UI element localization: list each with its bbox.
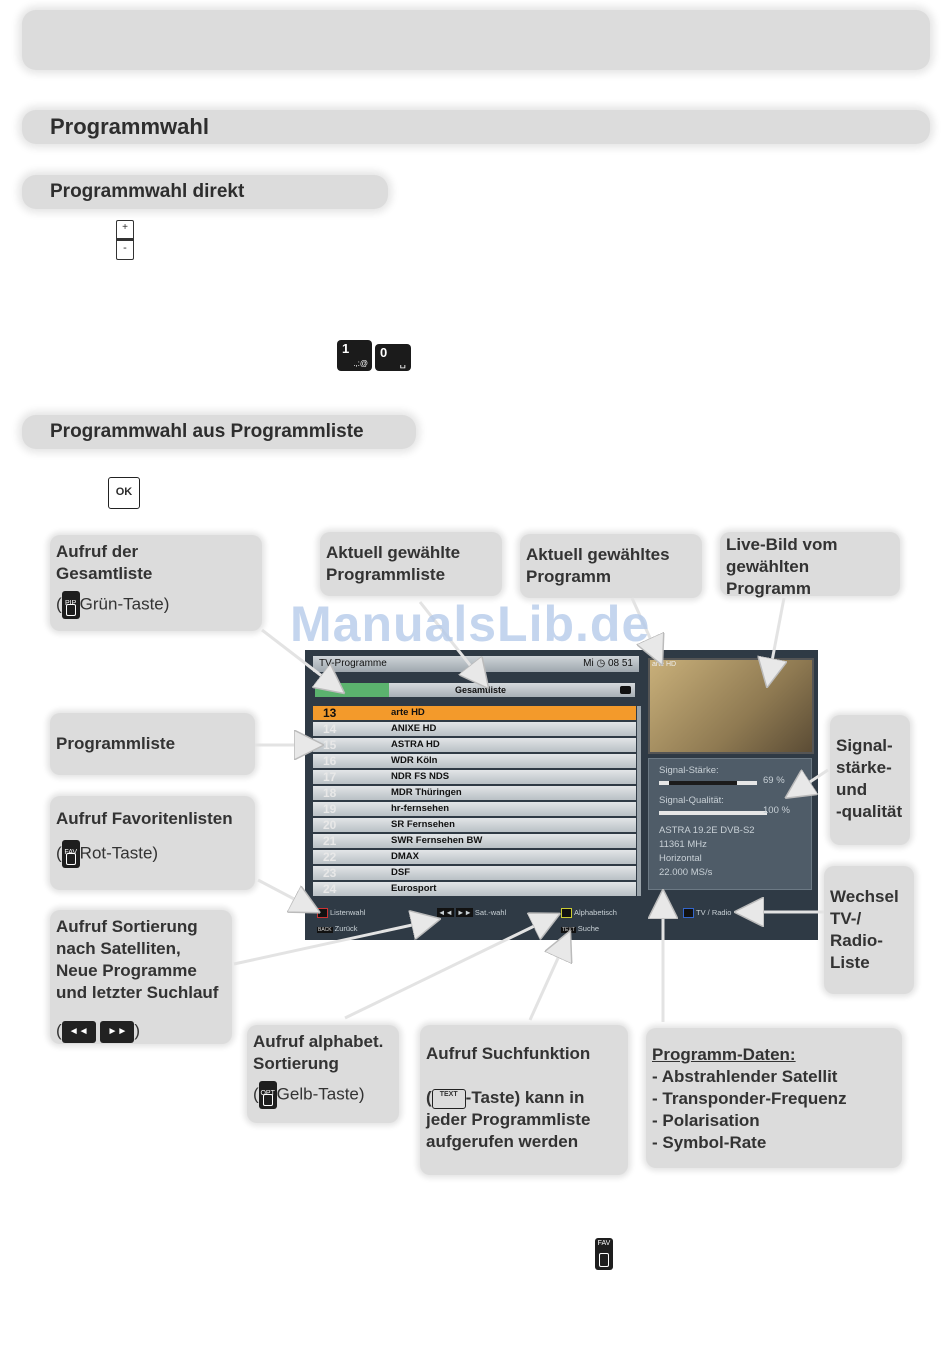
wechsel-line2: TV-/ xyxy=(830,909,862,928)
tvradio-label: TV / Radio xyxy=(696,908,732,917)
channel-num: 24 xyxy=(323,882,337,896)
wechsel-line3: Radio- xyxy=(830,931,883,950)
live-line3: Programm xyxy=(726,579,812,598)
sort-close: ) xyxy=(134,1021,141,1040)
plus-label: + xyxy=(122,222,128,233)
sort-line4: und letzter Suchlauf xyxy=(56,983,219,1002)
channel-name: NDR FS NDS xyxy=(391,771,450,782)
channel-name: ANIXE HD xyxy=(391,723,437,734)
channel-num: 17 xyxy=(323,770,337,784)
signal-line4: -qualität xyxy=(836,802,903,821)
aktliste-line1: Aktuell gewählte xyxy=(326,543,461,562)
channel-name: Eurosport xyxy=(391,883,437,894)
signal-line2: stärke- xyxy=(836,758,892,777)
gesamt-open: ( xyxy=(56,594,62,614)
tv-time: 08 51 xyxy=(607,658,633,669)
fav-line1: Aufruf Favoritenlisten xyxy=(56,809,233,828)
tv-title: TV-Programme xyxy=(319,658,387,669)
channel-name: hr-fernsehen xyxy=(391,803,450,814)
channel-num: 15 xyxy=(323,738,337,752)
signal-quality-label: Signal-Qualität: xyxy=(659,795,724,806)
zero-sub: ␣ xyxy=(399,358,406,369)
sort-line3: Neue Programme xyxy=(56,961,197,980)
one-sub: .,:@ xyxy=(353,359,368,368)
ok-key-icon: OK xyxy=(108,477,140,509)
wechsel-line1: Wechsel xyxy=(830,887,899,906)
such-open: ( xyxy=(426,1088,432,1107)
signal-strength-value: 69 % xyxy=(763,775,785,786)
alpha-open: ( xyxy=(253,1084,259,1104)
text-button-icon: TEXT xyxy=(432,1089,466,1109)
daten-line3: - Polarisation xyxy=(652,1111,760,1130)
channel-num: 14 xyxy=(323,722,337,736)
channel-name: ASTRA HD xyxy=(391,739,440,750)
arrow-sortierung xyxy=(234,920,435,964)
gesamt-line1: Aufruf der xyxy=(56,542,139,561)
arrow-signal xyxy=(790,770,828,795)
channel-name: MDR Thüringen xyxy=(391,787,462,798)
daten-line4: - Symbol-Rate xyxy=(652,1133,767,1152)
text-key-icon: TEXT xyxy=(562,927,575,933)
zero-digit: 0 xyxy=(380,345,388,360)
page-title: Programmwahl xyxy=(50,114,209,139)
alpha-key-text: Gelb-Taste) xyxy=(276,1084,365,1104)
arrow-suche xyxy=(530,936,568,1020)
fav-open: ( xyxy=(56,843,62,863)
symrate-info: 22.000 MS/s xyxy=(659,867,713,878)
channel-num: 13 xyxy=(323,706,337,720)
such-line2: -Taste) kann in xyxy=(465,1088,585,1107)
bottom-fav-label: FAV xyxy=(597,1240,611,1247)
signal-strength-label: Signal-Stärke: xyxy=(659,765,719,776)
zurueck-label: Zurück xyxy=(334,924,358,933)
such-line1: Aufruf Suchfunktion xyxy=(426,1044,591,1063)
sort-line2: nach Satelliten, xyxy=(56,939,181,958)
one-digit: 1 xyxy=(342,341,350,356)
channel-name: DMAX xyxy=(391,851,419,862)
alpha-label: Alphabetisch xyxy=(574,908,617,917)
ffwd-key-icon: ►► xyxy=(456,908,472,917)
channel-num: 21 xyxy=(323,834,337,848)
live-line2: gewählten xyxy=(726,557,810,576)
channel-name: arte HD xyxy=(391,707,425,718)
opt-label: OPT xyxy=(260,1090,275,1097)
tv-list-name: Gesamtliste xyxy=(455,685,507,695)
rewind-key-icon: ◄◄ xyxy=(438,908,453,917)
sort-line1: Aufruf Sortierung xyxy=(56,917,198,936)
minus-label: - xyxy=(123,242,127,254)
daten-line2: - Transponder-Frequenz xyxy=(652,1089,847,1108)
listenwahl-label: Listenwahl xyxy=(330,908,366,917)
clock-icon: ◷ xyxy=(596,658,606,669)
aktliste-line2: Programmliste xyxy=(326,565,446,584)
channel-num: 22 xyxy=(323,850,337,864)
subtitle-direkt: Programmwahl direkt xyxy=(50,181,245,202)
alpha-line2: Sortierung xyxy=(253,1054,339,1073)
signal-line3: und xyxy=(836,780,868,799)
pol-info: Horizontal xyxy=(659,853,702,864)
such-line3: jeder Programmliste xyxy=(426,1110,591,1129)
channel-num: 19 xyxy=(323,802,337,816)
arrow-live xyxy=(768,598,784,682)
channel-num: 20 xyxy=(323,818,337,832)
aktprog-line2: Programm xyxy=(526,567,612,586)
subtitle-liste: Programmwahl aus Programmliste xyxy=(50,421,364,442)
suche-label: Suche xyxy=(577,924,600,933)
such-line4: aufgerufen werden xyxy=(426,1132,579,1151)
channel-name: SR Fernsehen xyxy=(391,819,455,830)
rewind-button-icon: ◄◄ xyxy=(62,1021,96,1043)
daten-title: Programm-Daten: xyxy=(652,1045,796,1064)
arrow-favoriten xyxy=(258,880,315,910)
gesamt-key-text: Grün-Taste) xyxy=(79,594,170,614)
channel-num: 18 xyxy=(323,786,337,800)
fast-forward-button-icon: ►► xyxy=(100,1021,134,1043)
channel-num: 23 xyxy=(323,866,337,880)
live-channel-label: arte HD xyxy=(652,661,677,668)
signal-line1: Signal- xyxy=(836,736,893,755)
watermark: ManualsLib.de xyxy=(290,596,651,652)
sort-open: ( xyxy=(56,1021,62,1040)
channel-name: SWR Fernsehen BW xyxy=(391,835,483,846)
fav-label: FAV xyxy=(64,849,78,856)
gesamt-line2: Gesamtliste xyxy=(56,564,153,583)
alpha-line1: Aufruf alphabet. xyxy=(253,1032,384,1051)
satwahl-label: Sat.-wahl xyxy=(474,908,507,917)
live-line1: Live-Bild vom xyxy=(726,535,838,554)
channel-name: WDR Köln xyxy=(391,755,438,766)
signal-quality-value: 100 % xyxy=(763,805,790,816)
sat-info: ASTRA 19.2E DVB-S2 xyxy=(659,825,755,836)
pip-label: PIP xyxy=(65,600,77,607)
fav-key-text: Rot-Taste) xyxy=(79,843,159,863)
programmliste-label: Programmliste xyxy=(56,734,176,753)
channel-num: 16 xyxy=(323,754,337,768)
tv-day: Mi xyxy=(583,658,594,669)
channel-name: DSF xyxy=(391,867,410,878)
wechsel-line4: Liste xyxy=(830,953,870,972)
freq-info: 11361 MHz xyxy=(659,839,707,850)
aktprog-line1: Aktuell gewähltes xyxy=(526,545,670,564)
back-key-icon: BACK xyxy=(318,927,332,933)
daten-line1: - Abstrahlender Satellit xyxy=(652,1067,838,1086)
